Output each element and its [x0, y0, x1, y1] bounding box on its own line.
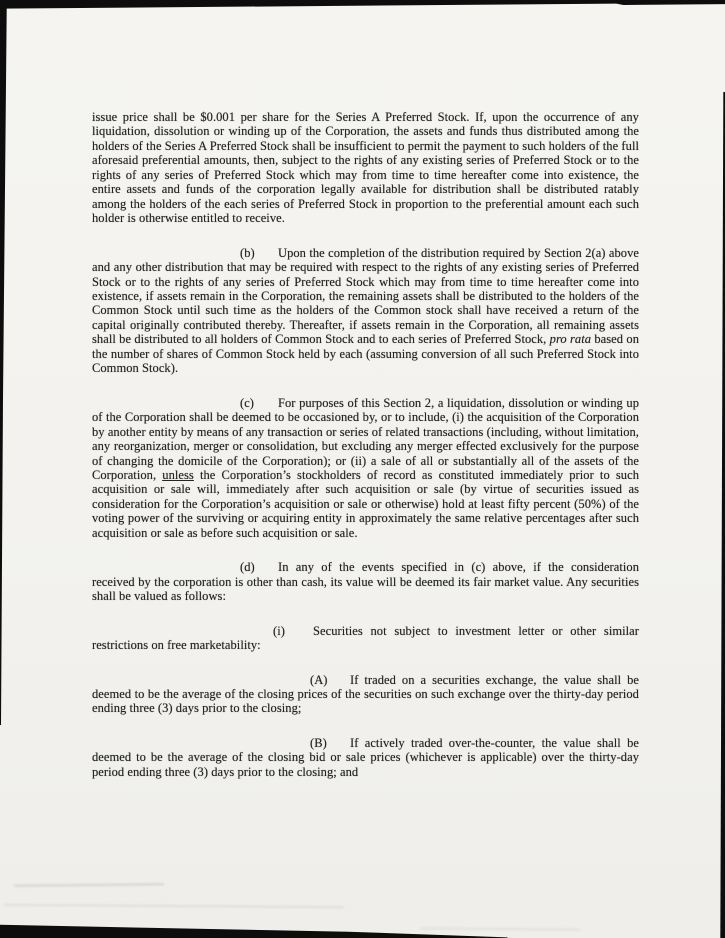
- paragraph-text: If traded on a securities exchange, the value shall be deemed to be the average of the closing prices of the securities on such exchange over the thirty-day period ending three (3) days prior to the closing;: [92, 672, 639, 716]
- paragraph-text: Securities not subject to investment letter or other similar restrictions on free marketability:: [92, 623, 639, 653]
- scan-smudge: [14, 883, 164, 887]
- paragraph-text: For purposes of this Section 2, a liquidation, dissolution or winding up of the Corporation shall be deemed to be occasioned by, or to include, (i) the acquisition of the Corporation by another entity by means of any transaction or series of related transactions (including, without limitation, any reorganization, merger or consolidation, but excluding any merger effected exclusively for the purpose of changing the domicile of the Corporation); or (ii) a sale of all or substantially all of the assets of the Corporation,: [92, 395, 639, 482]
- paragraph-text: the Corporation’s stockholders of record as constituted immediately prior to such acquisition or sale will, immediately after such acquisition or sale (by virtue of securities issued as consideration for the Corporation’s acquisition or sale or otherwise) hold at least fifty percent (50%) of the voting power of the surviving or acquiring entity in approximately the same relative percentages after such acquisition or sale as before such acquisition or sale.: [92, 467, 639, 540]
- scan-artifact-right-edge: [719, 92, 725, 938]
- document-body: [92, 110, 639, 779]
- scan-smudge: [4, 904, 344, 908]
- paragraph-text: issue price shall be $0.001 per share for the Series A Preferred Stock. If, upon the occurrence of any liquidation, dissolution or winding up of the Corporation, the assets and funds thus distributed among the holders of the Series A Preferred Stock shall be insufficient to permit the payment to such holders of the full aforesaid preferential amounts, then, subject to the rights of any existing series of Preferred Stock or to the rights of any series of Preferred Stock which may from time to time hereafter come into existence, the entire assets and funds of the corporation legally available for distribution shall be distributed ratably among the holders of the each series of Preferred Stock in proportion to the preferential amount each such holder is otherwise entitled to receive.: [92, 110, 639, 226]
- scan-artifact-left-edge: [0, 0, 10, 725]
- unless-underlined-text: unless: [162, 467, 194, 482]
- paragraph-label-b: (b): [240, 245, 255, 260]
- paragraph-d: [92, 560, 639, 603]
- paragraph-B: [92, 736, 639, 779]
- paragraph-text: If actively traded over-the-counter, the value shall be deemed to be the average of the closing bid or sale prices (whichever is applicable) over the thirty-day period ending three (3) days prior to the closing; and: [92, 735, 639, 779]
- paragraph-b: [92, 246, 639, 376]
- scan-artifact-bottom-edge: [0, 923, 725, 938]
- paragraph-label-c: (c): [240, 395, 255, 410]
- pro-rata-italic-text: pro rata: [549, 332, 592, 347]
- paragraph-label-B: (B): [310, 735, 327, 750]
- paragraph-continuation: [92, 110, 639, 226]
- paragraph-label-A: (A): [310, 672, 328, 687]
- scan-smudge: [420, 927, 580, 930]
- paragraph-c: [92, 396, 639, 541]
- paragraph-text: In any of the events specified in (c) above, if the consideration received by the corporation is other than cash, its value will be deemed its fair market value. Any securities shall be valued as follows:: [92, 560, 639, 604]
- scan-artifact-top-edge: [0, 0, 725, 12]
- paragraph-A: [92, 673, 639, 716]
- paragraph-label-d: (d): [240, 560, 255, 575]
- paragraph-i: [92, 624, 639, 653]
- paragraph-label-i: (i): [273, 623, 285, 638]
- paragraph-text: Upon the completion of the distribution required by Section 2(a) above and any other distribution that may be required with respect to the rights of any existing series of Preferred Stock or to the rights of any series of Preferred Stock which may from time to time hereafter come into existence, if assets remain in the Corporation, the remaining assets shall be distributed to the holders of the Common Stock until such time as the holders of the Common stock shall have received a return of the capital originally contributed thereby. Thereafter, if assets remain in the Corporation, all remaining assets shall be distributed to all holders of Common Stock and to each series of Preferred Stock,: [92, 245, 639, 347]
- paragraph-text: based on the number of shares of Common Stock held by each (assuming conversion of all such Preferred Stock into Common Stock).: [92, 332, 639, 376]
